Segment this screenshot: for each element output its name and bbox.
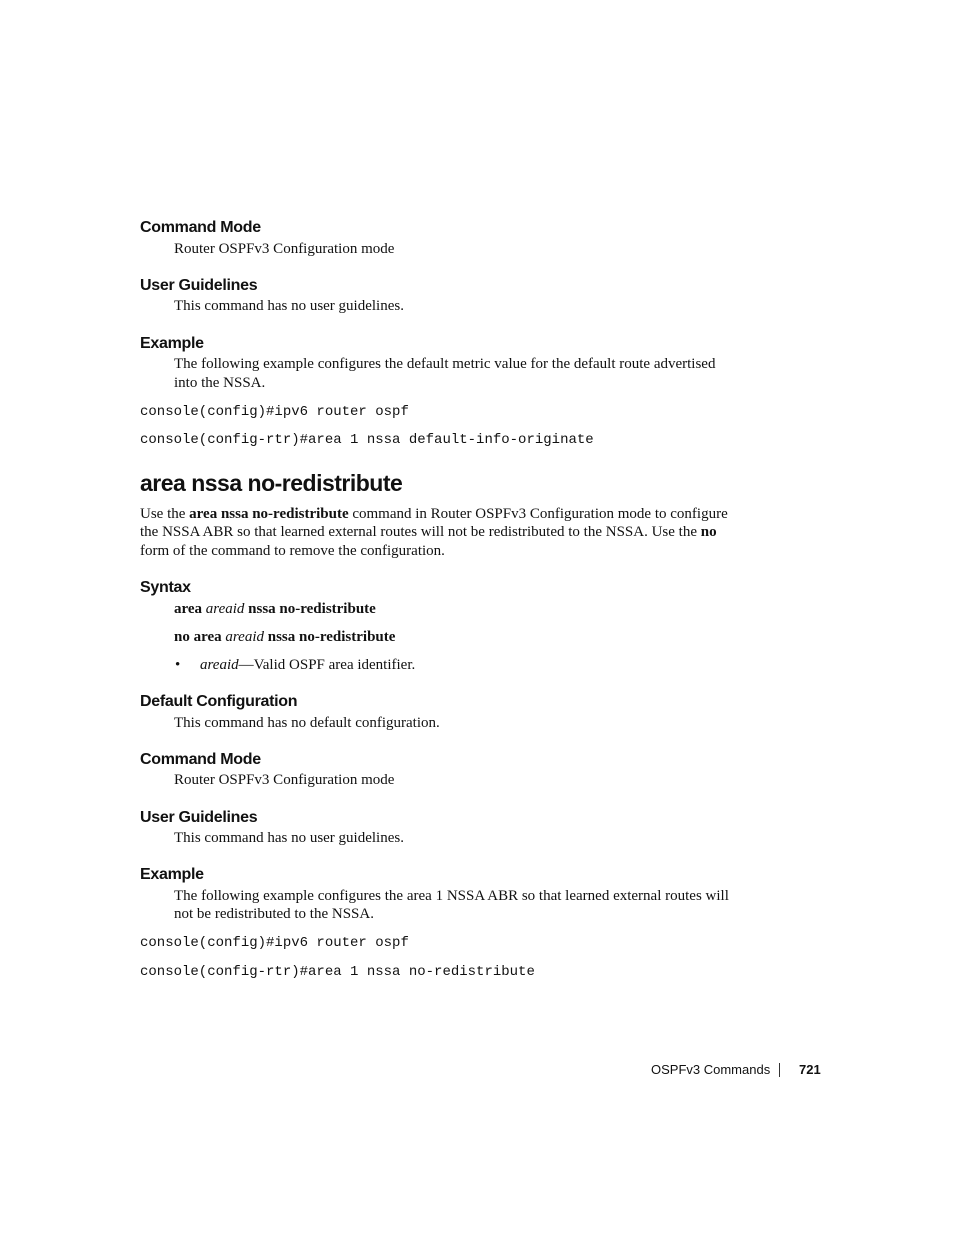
example-text-line: not be redistributed to the NSSA. [174,906,374,922]
intro-no-keyword: no [700,524,717,540]
example-heading: Example [140,866,204,883]
syntax-line: area areaid nssa no-redistribute [174,601,376,617]
example-heading: Example [140,335,204,352]
syntax-heading: Syntax [140,579,191,596]
default-config-heading: Default Configuration [140,693,298,710]
command-mode-heading: Command Mode [140,751,261,768]
intro-line: form of the command to remove the configuration. [140,543,445,559]
command-mode-text: Router OSPFv3 Configuration mode [174,772,395,788]
footer-section-name: OSPFv3 Commands [651,1062,771,1077]
default-config-text: This command has no default configuration. [174,715,440,731]
command-mode-heading: Command Mode [140,219,261,236]
intro-line: the NSSA ABR so that learned external routes will not be redistributed to the NSSA. Use the no [140,524,717,540]
user-guidelines-text: This command has no user guidelines. [174,298,404,314]
user-guidelines-heading: User Guidelines [140,277,258,294]
intro-command-name: area nssa no-redistribute [189,506,349,522]
syntax-line: no area areaid nssa no-redistribute [174,629,396,645]
example-text-line: The following example configures the area 1 NSSA ABR so that learned external routes will [174,888,729,904]
syntax-param: areaid [225,629,264,645]
param-name: areaid [200,657,239,673]
footer-separator [779,1063,780,1077]
bullet-icon: • [175,657,181,673]
intro-line: Use the area nssa no-redistribute command in Router OSPFv3 Configuration mode to configure [140,506,728,522]
parameter-description: areaid—Valid OSPF area identifier. [200,657,416,673]
code-line: console(config)#ipv6 router ospf [140,935,409,951]
page-number: 721 [799,1062,821,1077]
user-guidelines-heading: User Guidelines [140,809,258,826]
syntax-param: areaid [205,601,245,617]
code-line: console(config)#ipv6 router ospf [140,404,409,420]
code-line: console(config-rtr)#area 1 nssa no-redistribute [140,964,535,980]
example-text-line: The following example configures the default metric value for the default route advertised [174,356,716,372]
command-title: area nssa no-redistribute [140,470,403,496]
code-line: console(config-rtr)#area 1 nssa default-info-originate [140,432,594,448]
example-text-line: into the NSSA. [174,375,266,391]
command-mode-text: Router OSPFv3 Configuration mode [174,241,395,257]
user-guidelines-text: This command has no user guidelines. [174,830,404,846]
